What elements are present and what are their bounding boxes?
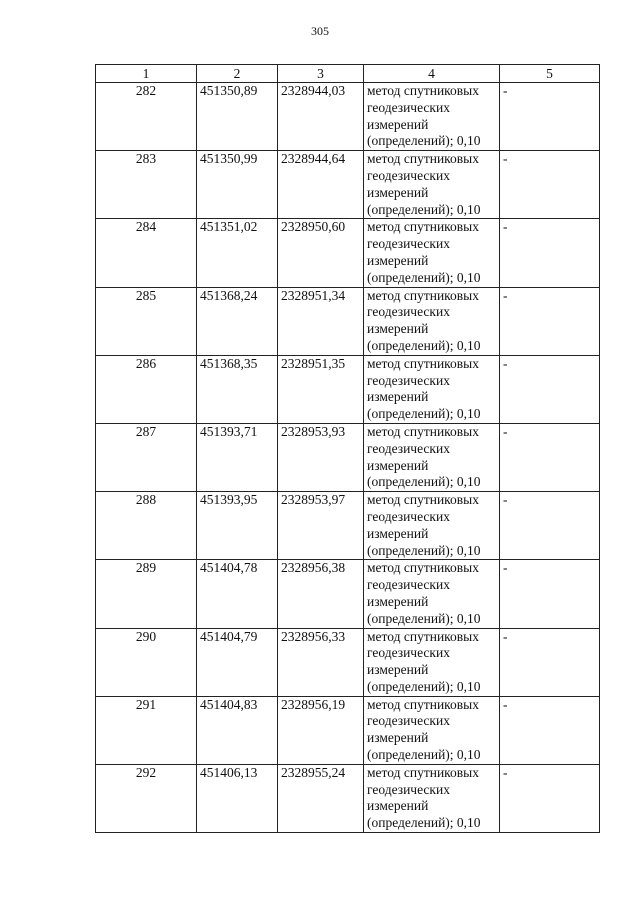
y-coordinate-cell: 2328950,60: [278, 219, 364, 287]
x-coordinate-cell: 451350,99: [197, 151, 278, 219]
column-header-4: 4: [364, 65, 500, 83]
table-row: [96, 696, 600, 764]
table-row: [96, 764, 600, 832]
column-header-1: 1: [96, 65, 197, 83]
x-coordinate-cell: 451393,95: [197, 492, 278, 560]
point-number-cell: 292: [96, 764, 197, 832]
page-number: 305: [311, 24, 329, 38]
y-coordinate-cell: 2328953,93: [278, 423, 364, 491]
note-cell: -: [500, 423, 600, 491]
point-number-cell: 288: [96, 492, 197, 560]
point-number-cell: 282: [96, 83, 197, 151]
method-cell: метод спутниковых геодезических измерений (определений); 0,10: [364, 219, 500, 287]
y-coordinate-cell: 2328944,64: [278, 151, 364, 219]
table-row: [96, 560, 600, 628]
y-coordinate-cell: 2328951,35: [278, 355, 364, 423]
table-row: [96, 355, 600, 423]
method-cell: метод спутниковых геодезических измерений (определений); 0,10: [364, 151, 500, 219]
method-cell: метод спутниковых геодезических измерений (определений); 0,10: [364, 764, 500, 832]
point-number-cell: 285: [96, 287, 197, 355]
y-coordinate-cell: 2328955,24: [278, 764, 364, 832]
column-header-2: 2: [197, 65, 278, 83]
table-row: [96, 219, 600, 287]
column-header-5: 5: [500, 65, 600, 83]
point-number-cell: 287: [96, 423, 197, 491]
point-number-cell: 289: [96, 560, 197, 628]
x-coordinate-cell: 451393,71: [197, 423, 278, 491]
coordinates-table: [95, 64, 600, 833]
note-cell: -: [500, 219, 600, 287]
note-cell: -: [500, 287, 600, 355]
x-coordinate-cell: 451404,79: [197, 628, 278, 696]
table-row: [96, 83, 600, 151]
y-coordinate-cell: 2328956,33: [278, 628, 364, 696]
method-cell: метод спутниковых геодезических измерений (определений); 0,10: [364, 287, 500, 355]
table-row: [96, 287, 600, 355]
table-row: [96, 423, 600, 491]
point-number-cell: 283: [96, 151, 197, 219]
x-coordinate-cell: 451406,13: [197, 764, 278, 832]
x-coordinate-cell: 451368,24: [197, 287, 278, 355]
note-cell: -: [500, 764, 600, 832]
y-coordinate-cell: 2328944,03: [278, 83, 364, 151]
x-coordinate-cell: 451404,83: [197, 696, 278, 764]
note-cell: -: [500, 696, 600, 764]
method-cell: метод спутниковых геодезических измерений (определений); 0,10: [364, 628, 500, 696]
note-cell: -: [500, 83, 600, 151]
y-coordinate-cell: 2328951,34: [278, 287, 364, 355]
method-cell: метод спутниковых геодезических измерений (определений); 0,10: [364, 355, 500, 423]
point-number-cell: 284: [96, 219, 197, 287]
header-row: [96, 65, 600, 83]
method-cell: метод спутниковых геодезических измерений (определений); 0,10: [364, 492, 500, 560]
table-header: [96, 65, 600, 83]
note-cell: -: [500, 628, 600, 696]
table-row: [96, 492, 600, 560]
note-cell: -: [500, 492, 600, 560]
table-body: [96, 83, 600, 833]
x-coordinate-cell: 451404,78: [197, 560, 278, 628]
method-cell: метод спутниковых геодезических измерений (определений); 0,10: [364, 560, 500, 628]
method-cell: метод спутниковых геодезических измерений (определений); 0,10: [364, 696, 500, 764]
table-row: [96, 628, 600, 696]
point-number-cell: 291: [96, 696, 197, 764]
column-header-3: 3: [278, 65, 364, 83]
note-cell: -: [500, 151, 600, 219]
note-cell: -: [500, 560, 600, 628]
x-coordinate-cell: 451368,35: [197, 355, 278, 423]
method-cell: метод спутниковых геодезических измерений (определений); 0,10: [364, 423, 500, 491]
y-coordinate-cell: 2328956,38: [278, 560, 364, 628]
point-number-cell: 286: [96, 355, 197, 423]
x-coordinate-cell: 451351,02: [197, 219, 278, 287]
y-coordinate-cell: 2328956,19: [278, 696, 364, 764]
y-coordinate-cell: 2328953,97: [278, 492, 364, 560]
x-coordinate-cell: 451350,89: [197, 83, 278, 151]
note-cell: -: [500, 355, 600, 423]
table-row: [96, 151, 600, 219]
method-cell: метод спутниковых геодезических измерений (определений); 0,10: [364, 83, 500, 151]
point-number-cell: 290: [96, 628, 197, 696]
